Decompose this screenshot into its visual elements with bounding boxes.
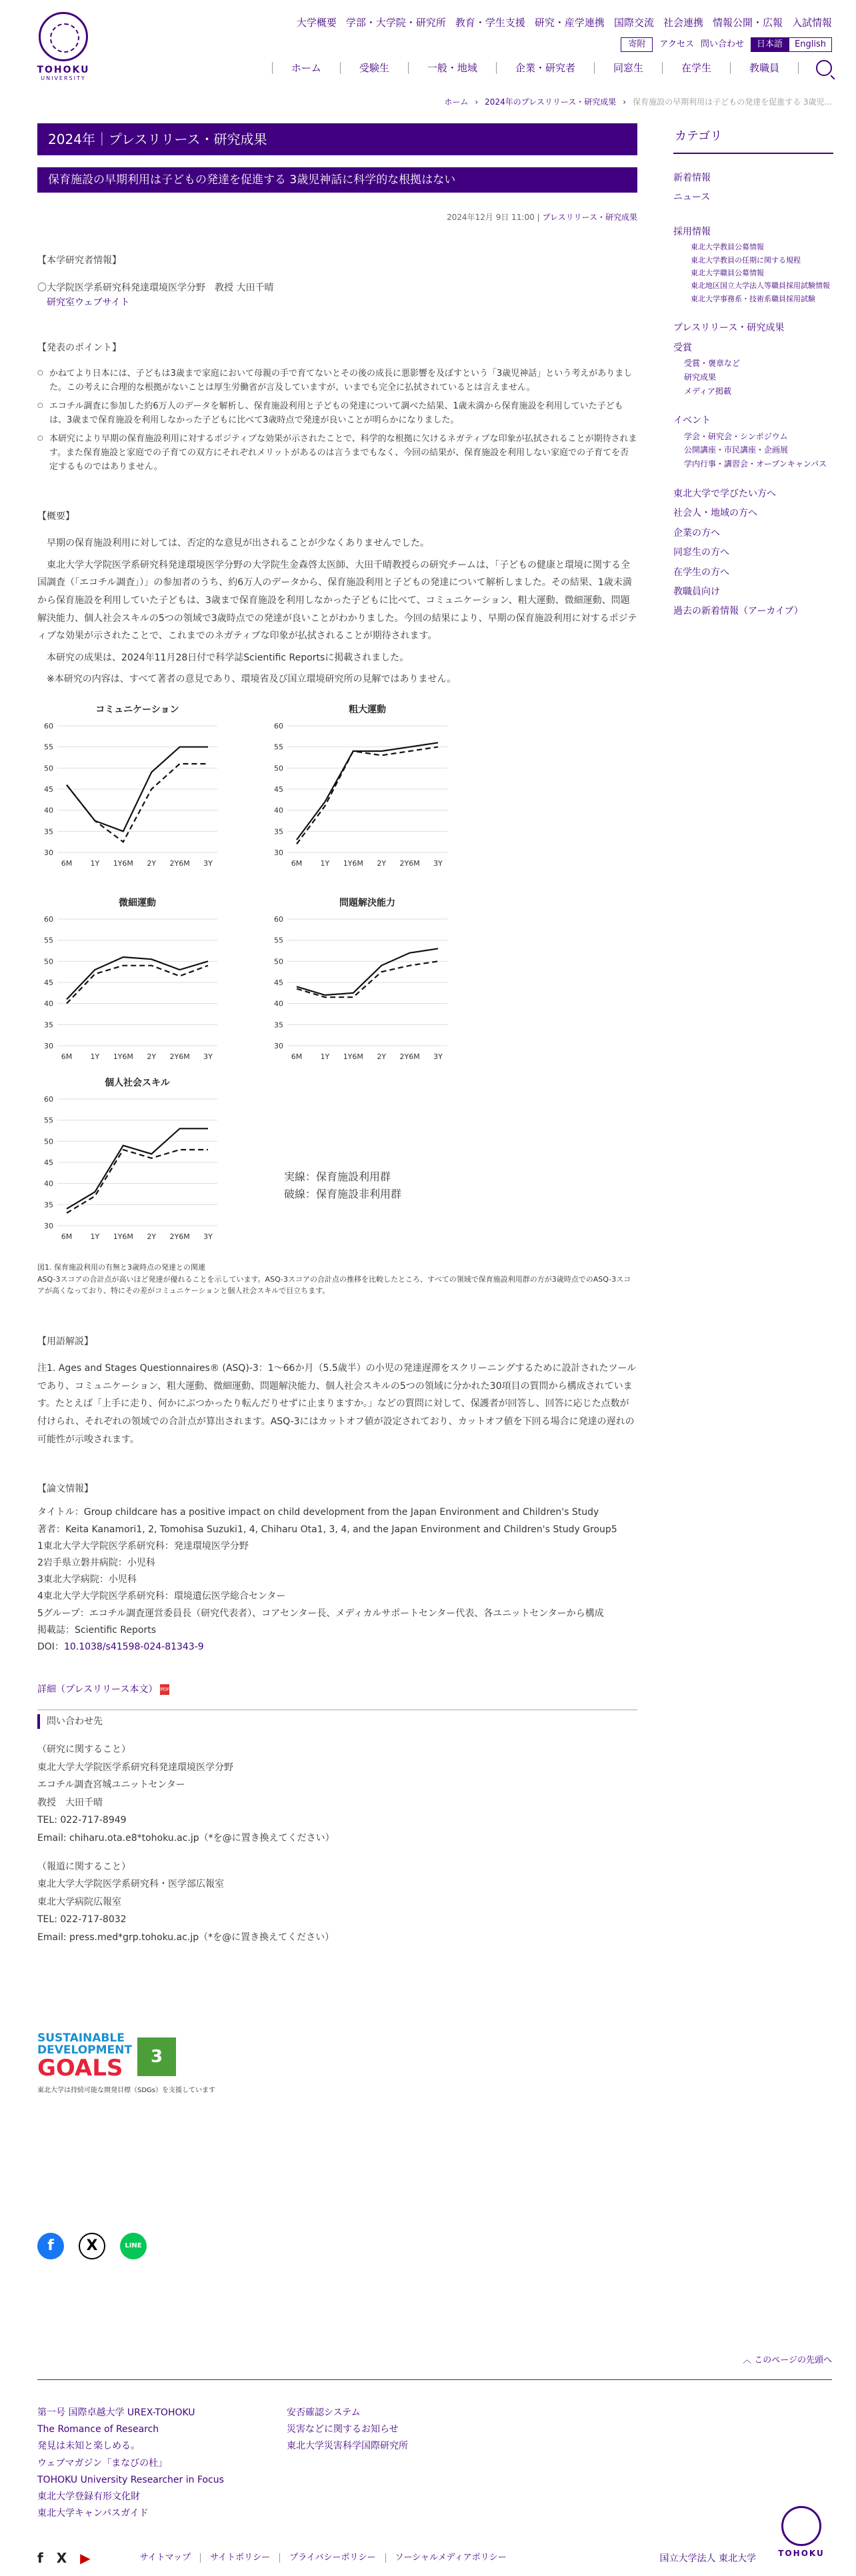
contact-press — [37, 1858, 637, 1947]
series-line-dashed — [297, 747, 438, 844]
footer-link[interactable]: TOHOKU University Researcher in Focus — [37, 2474, 224, 2485]
sidebar-item[interactable]: イベント — [673, 415, 711, 427]
x-tick-label: 3Y — [203, 1052, 213, 1061]
y-tick-label: 50 — [44, 1137, 53, 1146]
chart-gross-motor — [267, 702, 481, 895]
y-tick-label: 45 — [44, 784, 53, 794]
sidebar-group — [673, 485, 833, 622]
contact-line: TEL: 022-717-8949 — [37, 1815, 127, 1826]
y-tick-label: 35 — [274, 827, 283, 836]
detail-link-label[interactable]: 詳細（プレスリリース本文） — [37, 1684, 158, 1696]
y-tick-label: 35 — [274, 1020, 283, 1030]
footer-link[interactable]: 安否確認システム — [287, 2407, 361, 2418]
sidebar-group — [673, 319, 833, 397]
util-link[interactable]: 研究・産学連携 — [534, 17, 605, 29]
x-tick-label: 2Y6M — [399, 1052, 420, 1061]
x-icon[interactable]: X — [79, 2233, 105, 2259]
contact-line: 教授 大田千晴 — [37, 1797, 103, 1808]
paper-affiliation: 5グループ：エコチル調査運営委員長（研究代表者）、コアセンター長、メディカルサポートセンター代表、各ユニットセンターから構成 — [37, 1608, 604, 1619]
x-tick-label: 2Y — [147, 1232, 157, 1241]
chart-legend — [284, 1168, 401, 1202]
paper-affiliation: 1東北大学大学院医学系研究科：発達環境医学分野 — [37, 1540, 249, 1552]
paper-journal: 掲載誌：Scientific Reports — [37, 1624, 157, 1636]
x-tick-label: 2Y — [377, 1052, 387, 1061]
y-tick-label: 30 — [274, 1041, 283, 1050]
x-tick-label: 6M — [291, 858, 303, 868]
chart-title: 個人社会スキル — [105, 1077, 170, 1088]
pdf-icon: PDF — [160, 1684, 169, 1695]
contact-heading: 問い合わせ先 — [37, 1714, 637, 1729]
footer-link[interactable]: 発見は未知と楽しめる。 — [37, 2441, 140, 2452]
paper-affiliation: 3東北大学病院：小児科 — [37, 1574, 137, 1586]
gnav-home[interactable]: ホーム — [272, 62, 340, 74]
sidebar-item[interactable]: プレスリリース・研究成果 — [673, 323, 785, 334]
contact-research — [37, 1741, 637, 1848]
contact-line: エコチル調査宮城ユニットセンター — [37, 1780, 185, 1791]
sidebar-group — [673, 169, 833, 208]
y-tick-label: 35 — [44, 1200, 53, 1210]
gnav-alumni[interactable]: 同窓生 — [594, 62, 662, 74]
x-tick-label: 2Y6M — [399, 858, 420, 868]
x-tick-label: 6M — [61, 1232, 73, 1241]
x-tick-label: 1Y6M — [113, 1052, 133, 1061]
x-tick-label: 3Y — [203, 858, 213, 868]
footer-link[interactable]: 東北大学キャンパスガイド — [37, 2508, 149, 2519]
contact-line: 東北大学大学院医学系研究科発達環境医学分野 — [37, 1762, 233, 1773]
contact-line: （研究に関すること） — [37, 1744, 131, 1755]
summary-body — [37, 535, 637, 688]
x-tick-label: 1Y — [90, 858, 100, 868]
y-tick-label: 30 — [44, 1221, 53, 1230]
y-tick-label: 55 — [44, 742, 53, 752]
article-date: 2024年12月 9日 11:00 | — [447, 213, 540, 222]
x-tick-label: 1Y — [90, 1232, 100, 1241]
sidebar-item[interactable]: メディア掲載 — [684, 386, 732, 396]
x-tick-label: 1Y6M — [343, 858, 363, 868]
figure-charts — [37, 702, 637, 1262]
y-tick-label: 60 — [274, 721, 283, 730]
sidebar-item[interactable]: 受賞 — [673, 342, 692, 353]
contact-line: Email: chiharu.ota.e8*tohoku.ac.jp（*を@に置き換えてください） — [37, 1832, 335, 1844]
gnav-business[interactable]: 企業・研究者 — [496, 62, 594, 74]
series-line-solid — [67, 1128, 208, 1208]
y-tick-label: 50 — [274, 764, 283, 773]
series-line-dashed — [67, 1150, 208, 1213]
footer-link[interactable]: 災害などに関するお知らせ — [287, 2424, 399, 2435]
point-item: ○ エコチル調査に参加した約6万人のデータを解析し、保育施設利用と子どもの発達について調べた結果、1歳未満から保育施設を利用していた子どもは、3歳まで保育施設を利用しなかった子どもに比べて3歳時点で発達が良いことが明らかになりました。 — [37, 399, 637, 428]
y-tick-label: 45 — [274, 978, 283, 987]
search-icon[interactable] — [816, 60, 832, 76]
series-line-solid — [297, 948, 438, 995]
y-tick-label: 40 — [44, 999, 53, 1008]
figure-caption-body: ASQ-3スコアの合計点が高いほど発達が優れることを示しています。ASQ-3スコアの合計点の推移を比較したところ、すべての領域で保育施設利用群の方が3歳時点でのASQ-3スコアが高くなっており、特にその差がコミュニケーションと個人社会スキルで目立ちます。 — [37, 1274, 631, 1296]
footer-youtube-icon[interactable]: ▶ — [80, 2550, 91, 2566]
footer-link[interactable]: 第一号 国際卓越大学 UREX-TOHOKU — [37, 2407, 195, 2418]
x-tick-label: 3Y — [203, 1232, 213, 1241]
y-tick-label: 60 — [44, 1094, 53, 1104]
legend-solid: 実線：保育施設利用群 — [284, 1170, 391, 1183]
sdgs-note: 東北大学は持続可能な開発目標（SDGs）を支援しています — [37, 2087, 216, 2095]
footer-links-primary — [37, 2405, 224, 2522]
sdgs-line2: DEVELOPMENT — [37, 2043, 132, 2057]
series-line-solid — [67, 957, 208, 999]
researcher-info: 〇大学院医学系研究科発達環境医学分野 教授 大田千晴 — [37, 282, 274, 293]
breadcrumb-separator: › — [475, 97, 479, 107]
x-tick-label: 6M — [291, 1052, 303, 1061]
footer-link[interactable]: ウェブマガジン「まなびの杜」 — [37, 2457, 168, 2469]
section-title: 2024年｜プレスリリース・研究成果 — [37, 123, 637, 155]
researcher-heading: 【本学研究者情報】 — [37, 255, 121, 267]
paper-doi — [37, 1639, 637, 1656]
footer-link[interactable]: 東北大学登録有形文化財 — [37, 2491, 140, 2502]
sidebar-item[interactable]: 受賞・褒章など — [684, 358, 741, 368]
logo-subtext: UNIVERSITY — [41, 75, 86, 81]
y-tick-label: 45 — [44, 1158, 53, 1167]
y-tick-label: 35 — [44, 827, 53, 836]
sdgs-line3: GOALS — [37, 2054, 123, 2081]
x-tick-label: 2Y — [147, 858, 157, 868]
sitemap-link[interactable]: サイトマップ — [139, 2553, 191, 2563]
sidebar-item[interactable]: 東北大学事務系・技術系職員採用試験 — [691, 294, 815, 303]
y-tick-label: 55 — [44, 936, 53, 945]
sdgs-logo — [37, 2033, 215, 2080]
global-nav — [272, 60, 832, 76]
breadcrumb-category[interactable]: 2024年のプレスリリース・研究成果 — [485, 97, 617, 107]
doi-link[interactable]: 10.1038/s41598-024-81343-9 — [63, 1641, 204, 1652]
terms-body — [37, 1360, 637, 1448]
chevron-up-icon: ︿ — [743, 2355, 752, 2365]
terms-heading: 【用語解説】 — [37, 1336, 93, 1347]
main-content — [37, 123, 637, 1946]
x-tick-label: 3Y — [433, 858, 443, 868]
x-tick-label: 2Y6M — [169, 858, 190, 868]
sdgs-wordmark — [37, 2033, 132, 2080]
x-tick-label: 1Y6M — [113, 1232, 133, 1241]
y-tick-label: 45 — [44, 978, 53, 987]
y-tick-label: 50 — [44, 764, 53, 773]
sidebar-item[interactable]: 教職員向け — [673, 587, 720, 598]
contact-line: （報道に関すること） — [37, 1861, 131, 1872]
doi-label: DOI： — [37, 1641, 64, 1652]
util-link[interactable]: 国際交流 — [613, 17, 654, 29]
article-title: 保育施設の早期利用は子どもの発達を促進する 3歳児神話に科学的な根拠はない — [37, 167, 637, 193]
paper-info — [37, 1504, 637, 1656]
y-tick-label: 45 — [274, 784, 283, 794]
x-tick-label: 1Y — [90, 1052, 100, 1061]
sidebar-item[interactable]: 東北地区国立大学法人等職員採用試験情報 — [691, 281, 830, 291]
y-tick-label: 50 — [44, 957, 53, 966]
x-tick-label: 2Y6M — [169, 1232, 190, 1241]
x-tick-label: 1Y — [320, 1052, 330, 1061]
contact-line: Email: press.med*grp.tohoku.ac.jp（*を@に置き換えてください） — [37, 1932, 335, 1943]
chart-communication — [37, 702, 251, 895]
figure-caption-title: 図1. 保育施設利用の有無と3歳時点の発達との関連 — [37, 1262, 205, 1272]
terms-text: 注1. Ages and Stages Questionnaires® (ASQ)-3：1〜66か月（5.5歳半）の小児の発達遅滞をスクリーニングするために設計されたツールであり、コミュニケーション、粗大運動、微細運動、問題解決能力、個人社会スキルの5つの領域に分かれた30項目の質問から構成されています。たとえば「上手に走り、何かにぶつかったり転んだりせずに止まりますか。」などの質問に対して、保護者が回答し、回答に応じた点数が付けられ、それぞれの領域での合計点が算出されます。ASQ-3にはカットオフ値が設定されており、カットオフ値を下回る場合に発達の遅れの可能性が示唆されます。 — [37, 1363, 637, 1445]
summary-heading: 【概要】 — [37, 511, 75, 522]
y-tick-label: 40 — [274, 806, 283, 815]
summary-paragraph: 早期の保育施設利用に対しては、否定的な意見が出されることが少なくありませんでした。 — [47, 538, 429, 549]
chart-fine-motor — [37, 895, 251, 1075]
util-link[interactable]: 大学概要 — [296, 17, 337, 29]
sidebar-item[interactable]: 企業の方へ — [673, 527, 720, 539]
y-tick-label: 40 — [274, 999, 283, 1008]
paper-heading: 【論文情報】 — [37, 1484, 93, 1495]
chart-title: コミュニケーション — [95, 704, 179, 715]
breadcrumb-current: 保育施設の早期利用は子どもの発達を促進する 3歳児... — [633, 97, 832, 107]
share-buttons — [37, 2233, 147, 2259]
point-item: ○ かねてより日本には、子どもは3歳まで家庭において母親の手で育てないとその後の成長に悪影響を及ぼすという「3歳児神話」という考えがありました。この考えに合理的な根拠がないことは厚生労働省が言及していますが、いまでも完全に払拭されているとは言えません。 — [37, 367, 637, 395]
chart-title: 問題解決能力 — [339, 897, 395, 908]
lang-en-button[interactable]: English — [789, 37, 832, 52]
breadcrumb — [444, 96, 832, 109]
summary-paragraph: 本研究の成果は、2024年11月28日付で科学誌Scientific Reportsに掲載されました。 — [47, 652, 409, 663]
lab-website-link[interactable]: 研究室ウェブサイト — [47, 297, 130, 308]
sdg-goal-3-icon: 3 — [137, 2037, 176, 2076]
footer-link[interactable]: 東北大学災害科学国際研究所 — [287, 2441, 408, 2452]
contact-section — [37, 1710, 637, 1947]
site-policy-link[interactable]: サイトポリシー — [200, 2553, 279, 2563]
chart-title: 微細運動 — [119, 897, 156, 908]
x-tick-label: 2Y — [147, 1052, 157, 1061]
sidebar-item[interactable]: 学会・研究会・シンポジウム — [684, 431, 788, 441]
x-tick-label: 1Y6M — [113, 858, 133, 868]
x-tick-label: 2Y — [377, 858, 387, 868]
sidebar-item[interactable]: 東北大学職員公募情報 — [691, 268, 764, 277]
chart-personal-social — [37, 1075, 251, 1262]
lang-ja-button[interactable]: 日本語 — [751, 37, 789, 52]
paper-authors: 著者：Keita Kanamori1, 2, Tomohisa Suzuki1, 4, Chiharu Ota1, 3, 4, and the Japan Environment and Children's Study Group5 — [37, 1524, 617, 1535]
x-tick-label: 6M — [61, 1052, 73, 1061]
sidebar — [673, 123, 833, 622]
sidebar-item[interactable]: 過去の新着情報（アーカイブ） — [673, 606, 803, 617]
gnav-students[interactable]: 在学生 — [662, 62, 730, 74]
paper-affiliation: 2岩手県立磐井病院：小児科 — [37, 1558, 155, 1569]
article-category-link[interactable]: プレスリリース・研究成果 — [542, 213, 637, 222]
chart-title: 粗大運動 — [349, 704, 386, 715]
y-tick-label: 60 — [44, 914, 53, 924]
points-heading: 【発表のポイント】 — [37, 343, 121, 354]
article-meta — [37, 211, 637, 224]
y-tick-label: 30 — [44, 1041, 53, 1050]
footer-links-secondary — [287, 2405, 408, 2455]
contact-link[interactable]: 問い合わせ — [701, 39, 745, 49]
y-tick-label: 40 — [44, 1179, 53, 1188]
sdgs-line1: SUSTAINABLE — [37, 2031, 125, 2045]
y-tick-label: 30 — [44, 848, 53, 857]
point-item: ○ 本研究により早期の保育施設利用に対するポジティブな効果が示されたことで、科学的な根拠に欠けるネガティブな印象が払拭されることが期待されます。また保育施設と家庭での子育ての双方にそれぞれメリットがあるのは言うまでもなく、今回の結果が、保育施設を利用しない家庭での子育てを否定するものではありません。 — [37, 432, 637, 475]
x-tick-label: 6M — [61, 858, 73, 868]
detail-pdf-link[interactable] — [37, 1682, 637, 1697]
gnav-staff[interactable]: 教職員 — [730, 62, 799, 74]
sidebar-item[interactable]: ニュース — [673, 192, 711, 203]
contact-line: TEL: 022-717-8032 — [37, 1914, 127, 1926]
util-link[interactable]: 学部・大学院・研究所 — [345, 17, 446, 29]
paper-affiliation: 4東北大学大学院医学系研究科：環境遺伝医学総合センター — [37, 1591, 286, 1602]
footer-social — [37, 2547, 91, 2569]
footer-logo-seal-icon — [781, 2506, 821, 2546]
series-line-dashed — [67, 966, 208, 1004]
sidebar-item[interactable]: 研究成果 — [684, 372, 717, 382]
sidebar-item[interactable]: 採用情報 — [673, 226, 711, 237]
y-tick-label: 40 — [44, 806, 53, 815]
language-switch — [751, 37, 832, 52]
y-tick-label: 55 — [274, 742, 283, 752]
chart-problem-solving — [267, 895, 481, 1075]
sidebar-item[interactable]: 東北大学教員公募情報 — [691, 243, 764, 252]
y-tick-label: 60 — [44, 721, 53, 730]
footer-link[interactable]: The Romance of Research — [37, 2424, 159, 2435]
x-tick-label: 1Y6M — [343, 1052, 363, 1061]
sidebar-item[interactable]: 在学生の方へ — [673, 567, 729, 578]
sidebar-item[interactable]: 新着情報 — [673, 173, 711, 183]
footer-x-icon[interactable]: X — [56, 2550, 67, 2566]
footer-policy-links — [131, 2553, 516, 2563]
y-tick-label: 55 — [44, 1116, 53, 1125]
summary-paragraph: ※本研究の内容は、すべて著者の意見であり、環境省及び国立環境研究所の見解ではありません。 — [47, 674, 457, 685]
y-tick-label: 60 — [274, 914, 283, 924]
sidebar-item[interactable]: 東北大学で学びたい方へ — [673, 489, 776, 500]
site-header — [0, 0, 856, 90]
footer-divider — [37, 2379, 832, 2380]
social-media-policy-link[interactable]: ソーシャルメディアポリシー — [385, 2553, 516, 2563]
utility-nav-secondary — [621, 37, 832, 52]
contact-line: 東北大学大学院医学系研究科・医学部広報室 — [37, 1879, 224, 1890]
y-tick-label: 55 — [274, 936, 283, 945]
page-top-link[interactable] — [743, 2354, 832, 2368]
sidebar-item[interactable]: 東北大学教員の任期に関する規程 — [691, 255, 801, 265]
sidebar-item[interactable]: 学内行事・講習会・オープンキャンパス — [684, 459, 827, 469]
logo-seal-icon — [39, 12, 88, 61]
gnav-applicants[interactable]: 受験生 — [340, 62, 408, 74]
breadcrumb-home[interactable]: ホーム — [444, 97, 469, 107]
sidebar-heading: カテゴリ — [673, 123, 833, 154]
line-icon[interactable]: LINE — [120, 2233, 147, 2259]
points-list — [37, 367, 637, 475]
breadcrumb-separator: › — [623, 97, 627, 107]
x-tick-label: 2Y6M — [169, 1052, 190, 1061]
sdgs-banner[interactable] — [37, 2033, 215, 2096]
paper-title: タイトル：Group childcare has a positive impact on child development from the Japan Environment and Children's Study — [37, 1507, 599, 1518]
util-link[interactable]: 社会連携 — [663, 17, 703, 29]
sidebar-group — [673, 411, 833, 470]
utility-nav — [297, 15, 832, 31]
gnav-public[interactable]: 一般・地域 — [408, 62, 496, 74]
sidebar-group — [673, 223, 833, 304]
util-link[interactable]: 教育・学生支援 — [455, 17, 525, 29]
summary-paragraph: 東北大学大学院医学系研究科発達環境医学分野の大学院生金森啓太医師、大田千晴教授らの研究チームは、「子どもの健康と環境に関する全国調査（「エコチル調査」）」の参加者のうち、約6万人のデータから、保育施設利用と子どもの発達について解析しました。その結果、1歳未満から保育施設を利用していた子どもは、3歳まで保育施設を利用しなかった子どもに比べて、コミュニケーション、粗大運動、微細運動、問題解決能力、個人社会スキルの5つの領域で3歳時点での発達が良いことがわかりました。今回の結果により、早期の保育施設利用に対するポジティブな効果が示されたことで、これまでのネガティブな印象が払拭されることが期待されます。 — [37, 559, 637, 642]
university-logo[interactable] — [37, 12, 90, 80]
y-tick-label: 35 — [44, 1020, 53, 1030]
legend-dashed: 破線：保育施設非利用群 — [284, 1187, 402, 1200]
util-link[interactable]: 情報公開・広報 — [712, 17, 783, 29]
y-tick-label: 50 — [274, 957, 283, 966]
footer-facebook-icon[interactable]: f — [37, 2550, 43, 2566]
donate-button[interactable]: 寄附 — [621, 37, 653, 52]
x-tick-label: 3Y — [433, 1052, 443, 1061]
facebook-icon[interactable]: f — [37, 2233, 64, 2259]
footer-logo-text: TOHOKU — [778, 2549, 825, 2558]
x-tick-label: 1Y — [320, 858, 330, 868]
copyright: 国立大学法人 東北大学 — [659, 2553, 756, 2564]
page-top-label[interactable]: このページの先頭へ — [754, 2355, 832, 2365]
access-link[interactable]: アクセス — [659, 39, 695, 49]
logo-text: TOHOKU — [37, 65, 90, 75]
util-link[interactable]: 入試情報 — [791, 17, 832, 29]
y-tick-label: 30 — [274, 848, 283, 857]
sidebar-item[interactable]: 公開講座・市民講座・企画展 — [684, 445, 789, 455]
privacy-policy-link[interactable]: プライバシーポリシー — [279, 2553, 385, 2563]
sidebar-item[interactable]: 社会人・地域の方へ — [673, 508, 757, 519]
contact-line: 東北大学病院広報室 — [37, 1896, 121, 1908]
sidebar-item[interactable]: 同窓生の方へ — [673, 547, 729, 559]
series-line-solid — [297, 742, 438, 840]
